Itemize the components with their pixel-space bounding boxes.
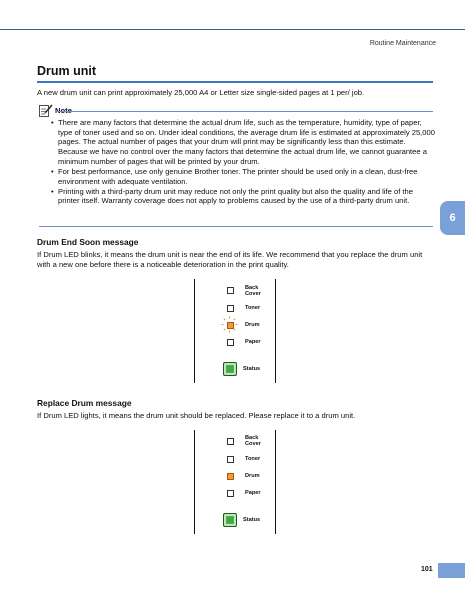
toner-label: Toner (245, 456, 261, 462)
panel-right-edge (275, 279, 276, 383)
back-cover-label: Back Cover (245, 435, 261, 447)
note-item: • Printing with a third-party drum unit may reduce not only the print quality but also the quality and life of the printer itself. Warranty coverage does not apply to problems caused by the use of a third-party drum unit. (51, 187, 435, 206)
note-item: • For best performance, use only genuine Brother toner. The printer should be used only in a clean, dust-free environment with adequate ventilation. (51, 167, 435, 186)
section-title-replace-drum: Replace Drum message (37, 398, 132, 408)
toner-led (227, 305, 234, 312)
led-panel-replace-drum (194, 430, 276, 534)
note-item: • There are many factors that determine the actual drum life, such as the temperature, humidity, type of paper, type of toner used and so on. Under ideal conditions, the average drum life is estimated at approximately 25,000 pages. The actual number of pages that your drum will print may be significantly less than this estimate. Because we have no control over the many factors that determine the actual drum life, we cannot guarantee a minimum number of pages that will be printed by your drum. (51, 118, 435, 167)
note-bottom-rule (39, 226, 433, 227)
title-underline (37, 81, 433, 83)
panel-right-edge (275, 430, 276, 534)
panel-left-edge (194, 430, 195, 534)
page-title: Drum unit (37, 64, 97, 78)
section-body-drum-end-soon: If Drum LED blinks, it means the drum unit is near the end of its life. We recommend that you replace the drum unit with a new one before there is a noticeable deterioration in the print quality. (37, 250, 423, 270)
section-title-drum-end-soon: Drum End Soon message (37, 237, 139, 247)
page-number: 101 (421, 566, 433, 573)
status-label: Status (243, 517, 261, 523)
drum-led-blinking (227, 322, 234, 329)
status-label: Status (243, 366, 261, 372)
note-rule (56, 111, 433, 112)
paper-led (227, 339, 234, 346)
running-header: Routine Maintenance (369, 40, 436, 47)
drum-led-lit (227, 473, 234, 480)
note-list (51, 118, 435, 207)
paper-led (227, 490, 234, 497)
chapter-tab: 6 (440, 201, 465, 235)
drum-label: Drum (245, 473, 260, 479)
page-tab-strip (438, 563, 465, 578)
toner-label: Toner (245, 305, 261, 311)
section-body-replace-drum: If Drum LED lights, it means the drum unit should be replaced. Please replace it to a drum unit. (37, 411, 356, 420)
status-button (223, 362, 237, 376)
toner-led (227, 456, 234, 463)
intro-paragraph: A new drum unit can print approximately 25,000 A4 or Letter size single-sided pages at 1 per/ job. (37, 88, 365, 97)
status-button (223, 513, 237, 527)
panel-left-edge (194, 279, 195, 383)
drum-label: Drum (245, 322, 260, 328)
back-cover-label: Back Cover (245, 285, 261, 297)
led-panel-drum-end-soon (194, 279, 276, 383)
back-cover-led (227, 287, 234, 294)
header-rule (0, 29, 465, 30)
paper-label: Paper (245, 339, 261, 345)
paper-label: Paper (245, 490, 261, 496)
back-cover-led (227, 438, 234, 445)
